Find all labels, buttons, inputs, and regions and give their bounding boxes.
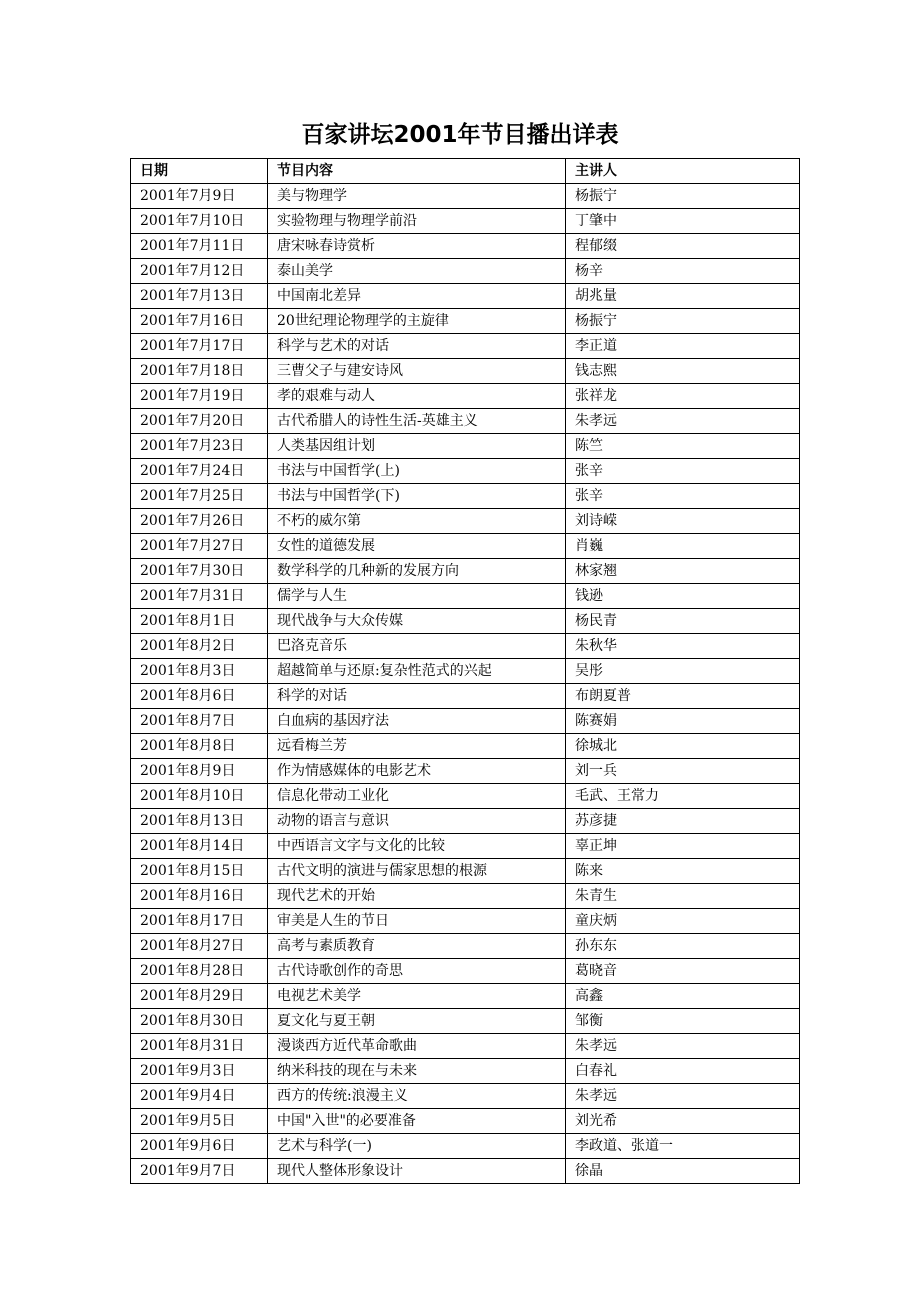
table-row	[131, 784, 800, 809]
table-row	[131, 1009, 800, 1034]
topic-cell: 古代诗歌创作的奇思	[268, 959, 566, 984]
date-cell: 2001年8月6日	[131, 684, 268, 709]
speaker-cell: 丁肇中	[566, 209, 800, 234]
topic-cell: 实验物理与物理学前沿	[268, 209, 566, 234]
date-cell: 2001年8月15日	[131, 859, 268, 884]
speaker-cell: 张祥龙	[566, 384, 800, 409]
speaker-cell: 朱秋华	[566, 634, 800, 659]
date-cell: 2001年8月1日	[131, 609, 268, 634]
topic-cell: 动物的语言与意识	[268, 809, 566, 834]
topic-cell: 现代人整体形象设计	[268, 1159, 566, 1184]
table-row	[131, 934, 800, 959]
speaker-cell: 林家翘	[566, 559, 800, 584]
date-cell: 2001年7月26日	[131, 509, 268, 534]
table-row	[131, 334, 800, 359]
speaker-cell: 布朗夏普	[566, 684, 800, 709]
speaker-cell: 胡兆量	[566, 284, 800, 309]
topic-cell: 科学与艺术的对话	[268, 334, 566, 359]
speaker-cell: 童庆炳	[566, 909, 800, 934]
speaker-cell: 朱孝远	[566, 409, 800, 434]
speaker-cell: 钱逊	[566, 584, 800, 609]
topic-cell: 科学的对话	[268, 684, 566, 709]
table-row	[131, 609, 800, 634]
topic-cell: 信息化带动工业化	[268, 784, 566, 809]
speaker-cell: 辜正坤	[566, 834, 800, 859]
topic-cell: 西方的传统:浪漫主义	[268, 1084, 566, 1109]
speaker-cell: 张辛	[566, 484, 800, 509]
topic-cell: 漫谈西方近代革命歌曲	[268, 1034, 566, 1059]
table-row	[131, 509, 800, 534]
topic-cell: 古代文明的演进与儒家思想的根源	[268, 859, 566, 884]
topic-cell: 书法与中国哲学(下)	[268, 484, 566, 509]
topic-cell: 三曹父子与建安诗风	[268, 359, 566, 384]
speaker-cell: 邹衡	[566, 1009, 800, 1034]
table-row	[131, 1084, 800, 1109]
topic-cell: 中西语言文字与文化的比较	[268, 834, 566, 859]
topic-cell: 审美是人生的节日	[268, 909, 566, 934]
table-row	[131, 734, 800, 759]
speaker-cell: 杨民青	[566, 609, 800, 634]
topic-cell: 女性的道德发展	[268, 534, 566, 559]
topic-cell: 人类基因组计划	[268, 434, 566, 459]
date-cell: 2001年8月28日	[131, 959, 268, 984]
table-row	[131, 309, 800, 334]
topic-cell: 不朽的威尔第	[268, 509, 566, 534]
table-row	[131, 584, 800, 609]
speaker-cell: 苏彦捷	[566, 809, 800, 834]
topic-cell: 现代艺术的开始	[268, 884, 566, 909]
table-row	[131, 384, 800, 409]
table-row	[131, 634, 800, 659]
table-row	[131, 409, 800, 434]
date-cell: 2001年8月9日	[131, 759, 268, 784]
table-row	[131, 884, 800, 909]
speaker-cell: 程郁缀	[566, 234, 800, 259]
table-row	[131, 484, 800, 509]
table-row	[131, 1109, 800, 1134]
date-cell: 2001年7月20日	[131, 409, 268, 434]
speaker-cell: 徐城北	[566, 734, 800, 759]
speaker-cell: 葛晓音	[566, 959, 800, 984]
speaker-cell: 陈赛娟	[566, 709, 800, 734]
column-header-speaker: 主讲人	[566, 159, 800, 184]
date-cell: 2001年7月12日	[131, 259, 268, 284]
topic-cell: 夏文化与夏王朝	[268, 1009, 566, 1034]
topic-cell: 书法与中国哲学(上)	[268, 459, 566, 484]
table-row	[131, 359, 800, 384]
topic-cell: 儒学与人生	[268, 584, 566, 609]
date-cell: 2001年8月7日	[131, 709, 268, 734]
date-cell: 2001年8月8日	[131, 734, 268, 759]
table-row	[131, 459, 800, 484]
date-cell: 2001年7月18日	[131, 359, 268, 384]
program-schedule-table	[130, 158, 800, 1184]
date-cell: 2001年8月10日	[131, 784, 268, 809]
topic-cell: 孝的艰难与动人	[268, 384, 566, 409]
speaker-cell: 朱孝远	[566, 1084, 800, 1109]
date-cell: 2001年7月16日	[131, 309, 268, 334]
speaker-cell: 李正道	[566, 334, 800, 359]
speaker-cell: 刘光希	[566, 1109, 800, 1134]
speaker-cell: 高鑫	[566, 984, 800, 1009]
table-row	[131, 1034, 800, 1059]
date-cell: 2001年8月27日	[131, 934, 268, 959]
column-header-date: 日期	[131, 159, 268, 184]
page-title: 百家讲坛2001年节目播出详表	[301, 122, 619, 148]
speaker-cell: 钱志熙	[566, 359, 800, 384]
date-cell: 2001年7月17日	[131, 334, 268, 359]
date-cell: 2001年9月5日	[131, 1109, 268, 1134]
topic-cell: 远看梅兰芳	[268, 734, 566, 759]
table-row	[131, 234, 800, 259]
table-row	[131, 909, 800, 934]
topic-cell: 中国南北差异	[268, 284, 566, 309]
date-cell: 2001年9月4日	[131, 1084, 268, 1109]
topic-cell: 作为情感媒体的电影艺术	[268, 759, 566, 784]
topic-cell: 高考与素质教育	[268, 934, 566, 959]
table-row	[131, 559, 800, 584]
date-cell: 2001年8月29日	[131, 984, 268, 1009]
table-row	[131, 1134, 800, 1159]
speaker-cell: 吴彤	[566, 659, 800, 684]
date-cell: 2001年8月14日	[131, 834, 268, 859]
speaker-cell: 陈来	[566, 859, 800, 884]
table-row	[131, 1159, 800, 1184]
speaker-cell: 杨振宁	[566, 184, 800, 209]
speaker-cell: 刘诗嵘	[566, 509, 800, 534]
speaker-cell: 白春礼	[566, 1059, 800, 1084]
speaker-cell: 杨辛	[566, 259, 800, 284]
table-row	[131, 184, 800, 209]
table-header-row	[131, 159, 800, 184]
table-row	[131, 209, 800, 234]
date-cell: 2001年8月30日	[131, 1009, 268, 1034]
table-row	[131, 809, 800, 834]
date-cell: 2001年9月3日	[131, 1059, 268, 1084]
table-row	[131, 984, 800, 1009]
speaker-cell: 陈竺	[566, 434, 800, 459]
speaker-cell: 朱孝远	[566, 1034, 800, 1059]
date-cell: 2001年7月9日	[131, 184, 268, 209]
table-row	[131, 709, 800, 734]
topic-cell: 美与物理学	[268, 184, 566, 209]
topic-cell: 唐宋咏春诗赏析	[268, 234, 566, 259]
table-row	[131, 659, 800, 684]
topic-cell: 白血病的基因疗法	[268, 709, 566, 734]
topic-cell: 现代战争与大众传媒	[268, 609, 566, 634]
topic-cell: 数学科学的几种新的发展方向	[268, 559, 566, 584]
date-cell: 2001年8月31日	[131, 1034, 268, 1059]
column-header-topic: 节目内容	[268, 159, 566, 184]
table-row	[131, 534, 800, 559]
topic-cell: 电视艺术美学	[268, 984, 566, 1009]
date-cell: 2001年7月30日	[131, 559, 268, 584]
speaker-cell: 徐晶	[566, 1159, 800, 1184]
table-row	[131, 759, 800, 784]
date-cell: 2001年7月31日	[131, 584, 268, 609]
topic-cell: 纳米科技的现在与未来	[268, 1059, 566, 1084]
table-body	[131, 184, 800, 1184]
speaker-cell: 肖巍	[566, 534, 800, 559]
date-cell: 2001年7月23日	[131, 434, 268, 459]
date-cell: 2001年7月24日	[131, 459, 268, 484]
topic-cell: 古代希腊人的诗性生活-英雄主义	[268, 409, 566, 434]
speaker-cell: 朱青生	[566, 884, 800, 909]
table-row	[131, 259, 800, 284]
speaker-cell: 刘一兵	[566, 759, 800, 784]
date-cell: 2001年7月25日	[131, 484, 268, 509]
date-cell: 2001年8月16日	[131, 884, 268, 909]
date-cell: 2001年7月19日	[131, 384, 268, 409]
date-cell: 2001年7月10日	[131, 209, 268, 234]
date-cell: 2001年7月11日	[131, 234, 268, 259]
speaker-cell: 张辛	[566, 459, 800, 484]
topic-cell: 超越简单与还原:复杂性范式的兴起	[268, 659, 566, 684]
table-row	[131, 859, 800, 884]
date-cell: 2001年7月13日	[131, 284, 268, 309]
date-cell: 2001年8月17日	[131, 909, 268, 934]
topic-cell: 巴洛克音乐	[268, 634, 566, 659]
speaker-cell: 毛武、王常力	[566, 784, 800, 809]
topic-cell: 艺术与科学(一)	[268, 1134, 566, 1159]
topic-cell: 中国"入世"的必要准备	[268, 1109, 566, 1134]
table-row	[131, 684, 800, 709]
date-cell: 2001年8月3日	[131, 659, 268, 684]
speaker-cell: 李政道、张道一	[566, 1134, 800, 1159]
speaker-cell: 杨振宁	[566, 309, 800, 334]
table-row	[131, 434, 800, 459]
date-cell: 2001年9月7日	[131, 1159, 268, 1184]
table-row	[131, 959, 800, 984]
table-row	[131, 284, 800, 309]
date-cell: 2001年8月13日	[131, 809, 268, 834]
date-cell: 2001年7月27日	[131, 534, 268, 559]
date-cell: 2001年8月2日	[131, 634, 268, 659]
topic-cell: 泰山美学	[268, 259, 566, 284]
date-cell: 2001年9月6日	[131, 1134, 268, 1159]
table-row	[131, 1059, 800, 1084]
topic-cell: 20世纪理论物理学的主旋律	[268, 309, 566, 334]
speaker-cell: 孙东东	[566, 934, 800, 959]
table-row	[131, 834, 800, 859]
